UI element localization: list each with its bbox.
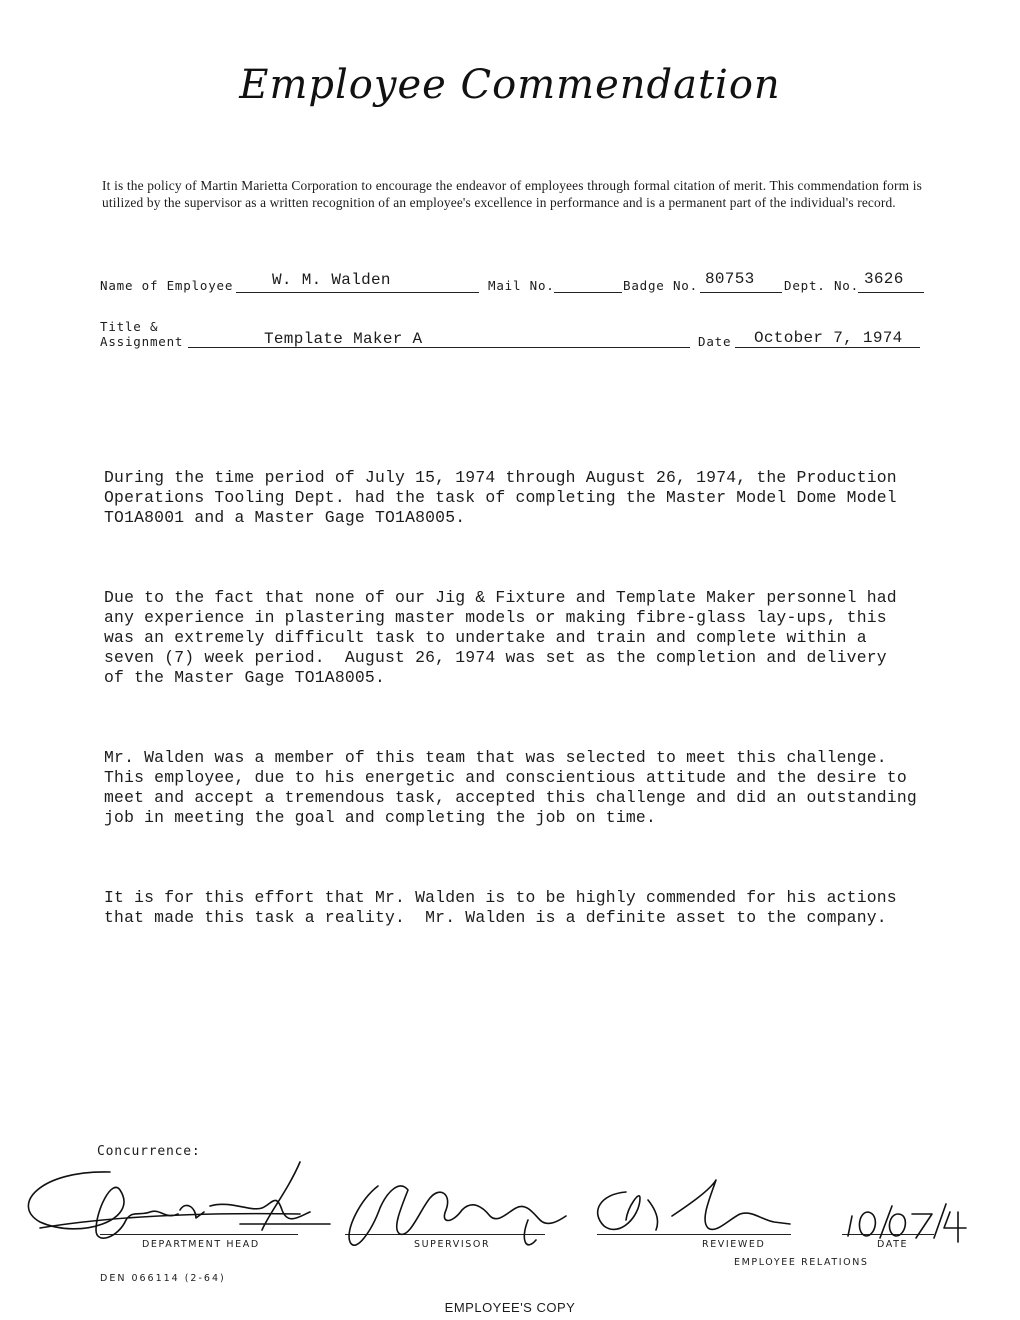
- reviewed-label: REVIEWED: [702, 1239, 766, 1250]
- body-paragraph-3: Mr. Walden was a member of this team that was selected to meet this challenge. This employee, due to his energetic and conscientious attitude and the desire to meet and accept a tremendous task, accepted this challenge and did an outstanding job in meeting the goal and completing the job on time.: [104, 748, 917, 827]
- badge-underline: [700, 292, 782, 293]
- department-head-label: DEPARTMENT HEAD: [142, 1239, 260, 1250]
- title-assignment-value: Template Maker A: [264, 330, 423, 348]
- body-paragraph-1: During the time period of July 15, 1974 through August 26, 1974, the Production Operations Tooling Dept. had the task of completing the Master Model Dome Model TO1A8001 and a Master Gage TO1A8005.: [104, 468, 897, 527]
- date-signature-label: DATE: [877, 1239, 909, 1250]
- dept-label: Dept. No.: [784, 278, 859, 293]
- form-title: Employee Commendation: [239, 62, 781, 108]
- body-paragraph-2: Due to the fact that none of our Jig & Fixture and Template Maker personnel had any experience in plastering master models or making fibre-glass lay-ups, this was an extremely difficult task to undertake and train and complete within a seven (7) week period. August 26, 1974 was set as the completion and delivery of the Master Gage TO1A8005.: [104, 588, 897, 687]
- supervisor-label: SUPERVISOR: [414, 1239, 491, 1250]
- dept-underline: [858, 292, 924, 293]
- title-label-line2: Assignment: [100, 334, 184, 349]
- body-paragraph-4: It is for this effort that Mr. Walden is to be highly commended for his actions that made this task a reality. Mr. Walden is a definite asset to the company.: [104, 888, 897, 927]
- concurrence-label: Concurrence:: [97, 1144, 201, 1159]
- mail-label: Mail No.: [488, 278, 555, 293]
- date-underline: [735, 347, 920, 348]
- employee-relations-label: EMPLOYEE RELATIONS: [734, 1257, 869, 1268]
- date-label: Date: [698, 334, 732, 349]
- commendation-body: [104, 408, 934, 968]
- title-label-line1: Title &: [100, 319, 159, 334]
- date-value: October 7, 1974: [754, 329, 903, 347]
- dept-value: 3626: [864, 270, 904, 288]
- employee-name-value: W. M. Walden: [272, 271, 391, 289]
- badge-label: Badge No.: [623, 278, 698, 293]
- form-number: DEN 066114 (2-64): [100, 1273, 226, 1284]
- mail-underline: [554, 292, 622, 293]
- name-label: Name of Employee: [100, 278, 234, 293]
- name-underline: [236, 292, 479, 293]
- badge-value: 80753: [705, 270, 755, 288]
- copy-label: EMPLOYEE'S COPY: [444, 1300, 576, 1315]
- policy-statement: It is the policy of Martin Marietta Corporation to encourage the endeavor of employees through formal citation of merit. This commendation form is utilized by the supervisor as a written recognition of an employee's excellence in performance and is a permanent part of the individual's record.: [102, 178, 922, 210]
